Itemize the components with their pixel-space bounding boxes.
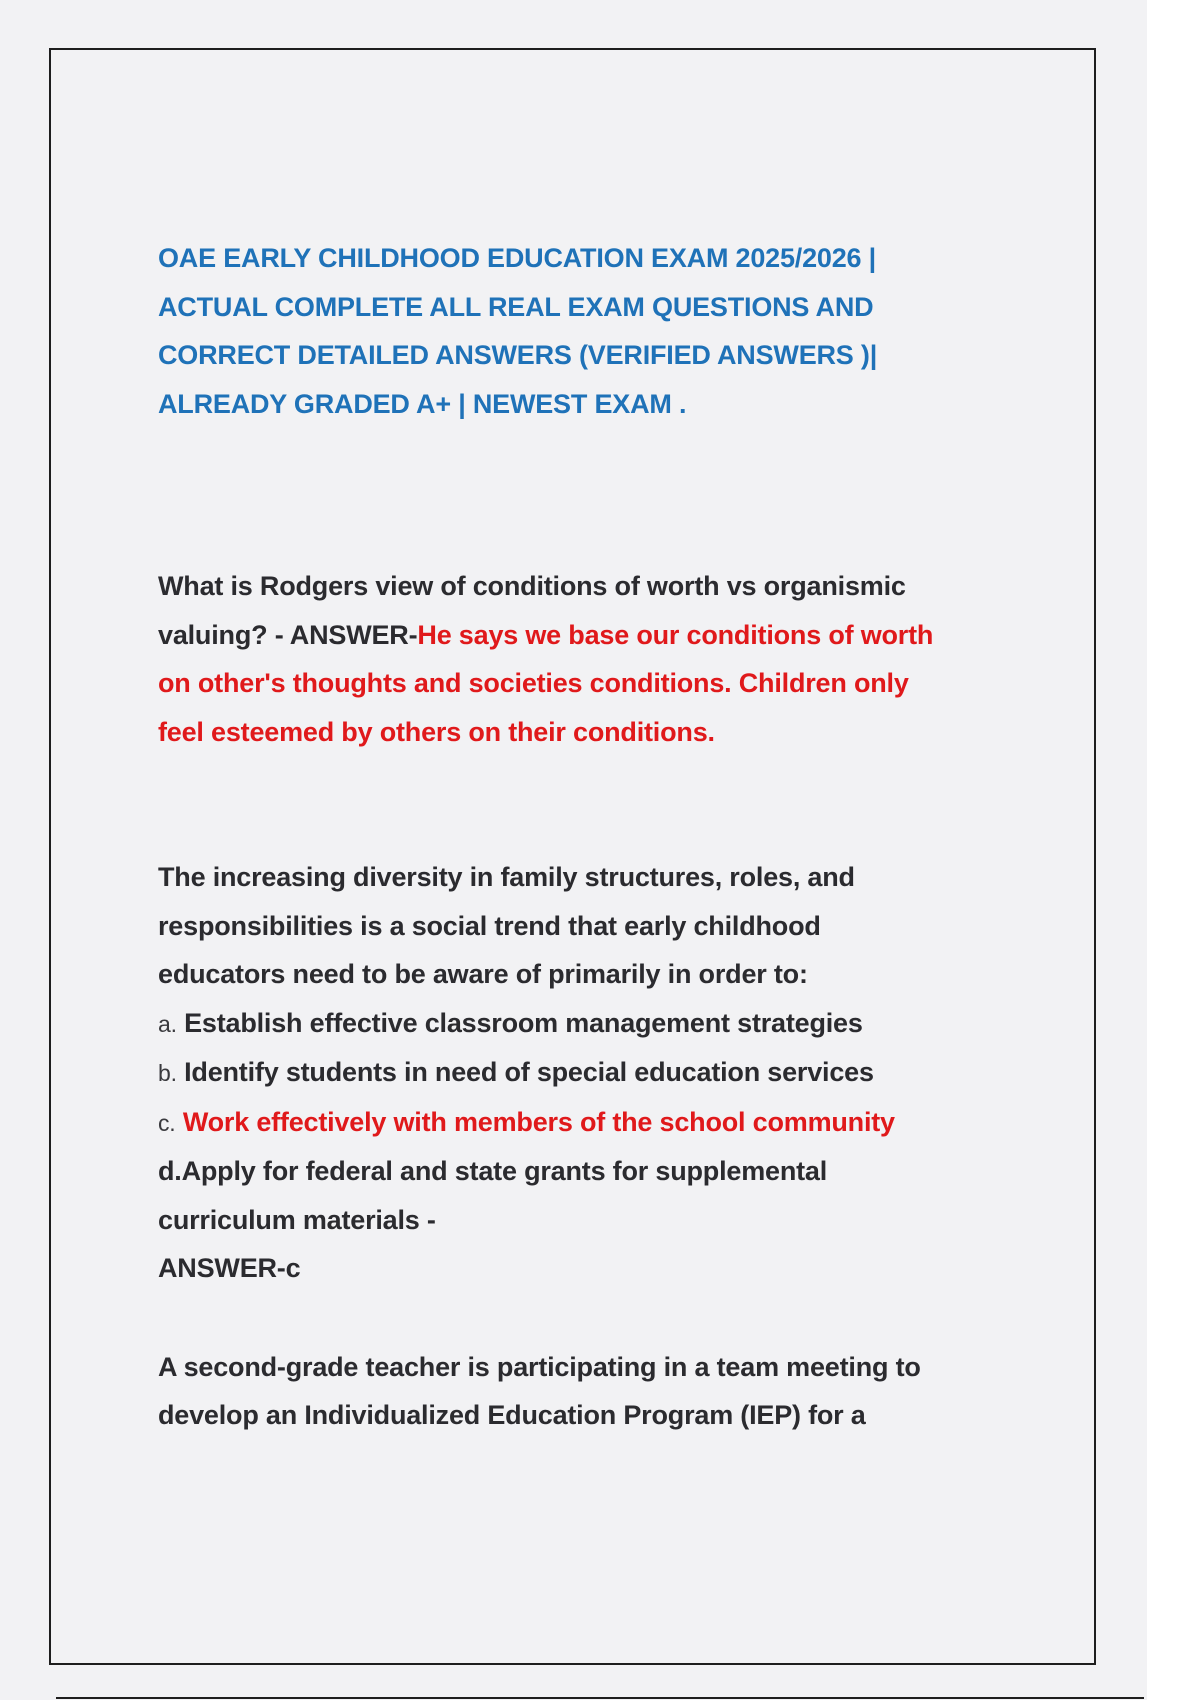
option-b-letter: b. [158,1060,177,1086]
option-d-line-2: curriculum materials - [158,1204,436,1235]
question-1-line-2 [158,611,1018,660]
option-a [158,999,1018,1049]
question-1 [158,562,1018,756]
option-c-letter: c. [158,1109,176,1136]
next-page-edge [56,1697,1144,1699]
question-2 [158,853,1018,1293]
option-d-line-1: d.Apply for federal and state grants for supplemental [158,1156,828,1186]
question-3-line-2: develop an Individualized Education Program (IEP) for a [158,1400,866,1430]
option-c-text: Work effectively with members of the school community [182,1106,895,1137]
document-title [158,234,1018,428]
question-2-line-3: educators need to be aware of primarily in order to: [158,959,808,989]
title-line-1: OAE EARLY CHILDHOOD EDUCATION EXAM 2025/2026 | [158,243,877,273]
option-a-text: Establish effective classroom management strategies [184,1007,863,1038]
question-1-answer-part-1: He says we base our conditions of worth [417,619,934,650]
question-1-prefix: valuing? - ANSWER- [158,619,418,650]
question-2-answer: ANSWER-c [158,1253,301,1283]
question-3-line-1: A second-grade teacher is participating in a team meeting to [158,1351,921,1382]
title-line-2: ACTUAL COMPLETE ALL REAL EXAM QUESTIONS AND [158,291,874,322]
question-1-answer-part-3: feel esteemed by others on their conditions. [158,716,715,747]
title-line-4: ALREADY GRADED A+ | NEWEST EXAM . [158,388,687,419]
question-2-line-2: responsibilities is a social trend that early childhood [158,910,821,941]
title-line-3: CORRECT DETAILED ANSWERS (VERIFIED ANSWERS )| [158,340,878,370]
option-c [158,1098,1018,1148]
option-b [158,1048,1018,1098]
question-3 [158,1343,1018,1440]
question-1-line-1: What is Rodgers view of conditions of worth vs organismic [158,571,906,601]
right-margin [1147,0,1200,1700]
option-b-text: Identify students in need of special education services [184,1057,874,1087]
option-a-letter: a. [158,1010,177,1037]
document-content [158,234,1018,1440]
question-1-answer-part-2: on other's thoughts and societies conditions. Children only [158,668,909,698]
question-2-line-1: The increasing diversity in family structures, roles, and [158,862,855,892]
